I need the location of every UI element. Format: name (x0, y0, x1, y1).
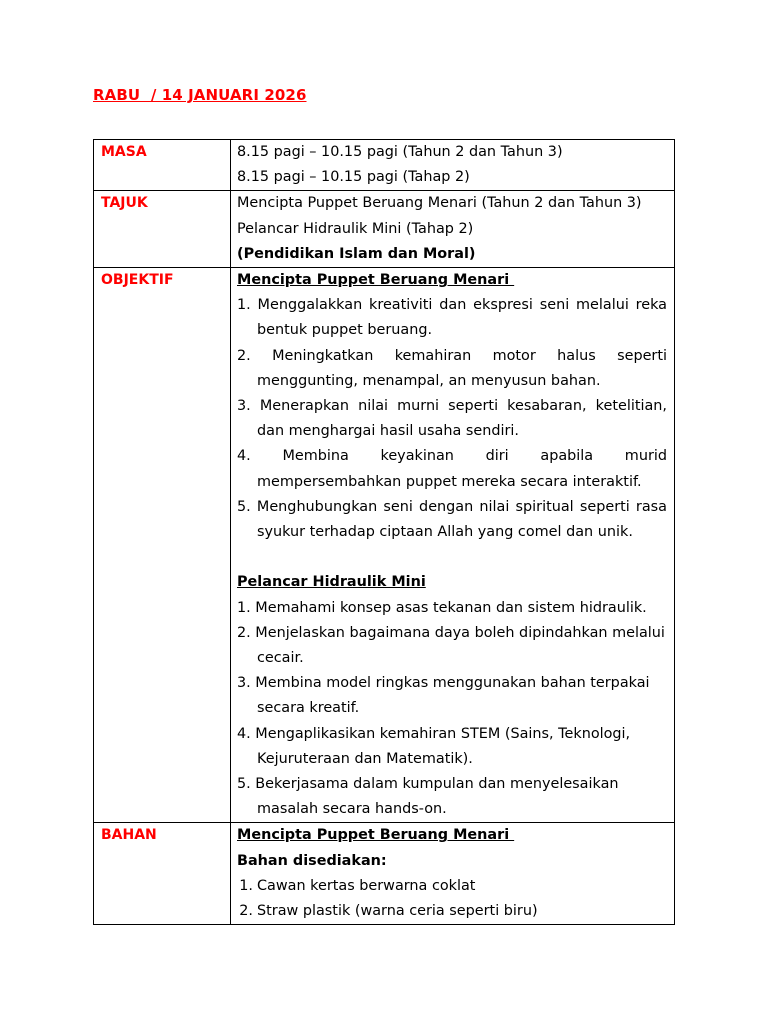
objektif-item: 1. Menggalakkan kreativiti dan ekspresi seni melalui reka bentuk puppet beruang. (237, 297, 667, 339)
objektif-item: 4. Mengaplikasikan kemahiran STEM (Sains, Teknologi, Kejuruteraan dan Matematik). (237, 725, 631, 767)
tajuk-subject: (Pendidikan Islam dan Moral) (237, 245, 476, 262)
date-heading: RABU / 14 JANUARI 2026 (93, 86, 307, 104)
bahan-content-cell (231, 823, 675, 925)
tajuk-content-cell (231, 191, 675, 268)
row-objektif (94, 268, 675, 823)
row-bahan (94, 823, 675, 925)
objektif-section-heading: Mencipta Puppet Beruang Menari (237, 272, 515, 289)
masa-label: MASA (101, 144, 147, 160)
row-tajuk (94, 191, 675, 268)
lesson-plan-table (93, 139, 675, 925)
bahan-subheading: Bahan disediakan: (237, 852, 387, 869)
objektif-item: 3. Menerapkan nilai murni seperti kesabaran, ketelitian, dan menghargai hasil usaha sendiri. (237, 398, 667, 440)
masa-content-cell (231, 140, 675, 191)
bahan-item-number: 1. (239, 877, 253, 894)
bahan-label: BAHAN (101, 827, 157, 844)
bahan-item-number: 2. (239, 903, 253, 920)
row-masa (94, 140, 675, 191)
tajuk-line: Pelancar Hidraulik Mini (Tahap 2) (237, 220, 474, 237)
bahan-label-cell (94, 823, 231, 925)
objektif-label-cell (94, 268, 231, 823)
bahan-item (237, 874, 667, 899)
tajuk-label-cell (94, 191, 231, 268)
objektif-item: 4. Membina keyakinan diri apabila murid mempersembahkan puppet mereka secara interaktif. (237, 448, 667, 490)
tajuk-line: Mencipta Puppet Beruang Menari (Tahun 2 dan Tahun 3) (237, 195, 642, 212)
bahan-heading: Mencipta Puppet Beruang Menari (237, 827, 515, 844)
objektif-item: 5. Bekerjasama dalam kumpulan dan menyelesaikan masalah secara hands-on. (237, 776, 619, 818)
tajuk-label: TAJUK (101, 195, 148, 212)
objektif-label: OBJEKTIF (101, 272, 174, 289)
bahan-item (237, 899, 667, 924)
masa-line: 8.15 pagi – 10.15 pagi (Tahun 2 dan Tahun 3) (237, 144, 563, 160)
objektif-item: 5. Menghubungkan seni dengan nilai spiritual seperti rasa syukur terhadap ciptaan Allah yang comel dan unik. (237, 498, 667, 541)
objektif-item: 2. Meningkatkan kemahiran motor halus seperti menggunting, menampal, an menyusun bahan. (237, 347, 667, 389)
masa-label-cell (94, 140, 231, 191)
masa-line: 8.15 pagi – 10.15 pagi (Tahap 2) (237, 169, 470, 186)
objektif-section-heading: Pelancar Hidraulik Mini (237, 574, 426, 591)
bahan-item-text: Straw plastik (warna ceria seperti biru) (257, 903, 538, 920)
spacer (237, 545, 667, 570)
objektif-item: 1. Memahami konsep asas tekanan dan sistem hidraulik. (237, 599, 647, 616)
bahan-item-text: Cawan kertas berwarna coklat (257, 877, 476, 894)
objektif-item: 3. Membina model ringkas menggunakan bahan terpakai secara kreatif. (237, 675, 650, 717)
objektif-item: 2. Menjelaskan bagaimana daya boleh dipindahkan melalui cecair. (237, 624, 665, 667)
objektif-content-cell (231, 268, 675, 823)
